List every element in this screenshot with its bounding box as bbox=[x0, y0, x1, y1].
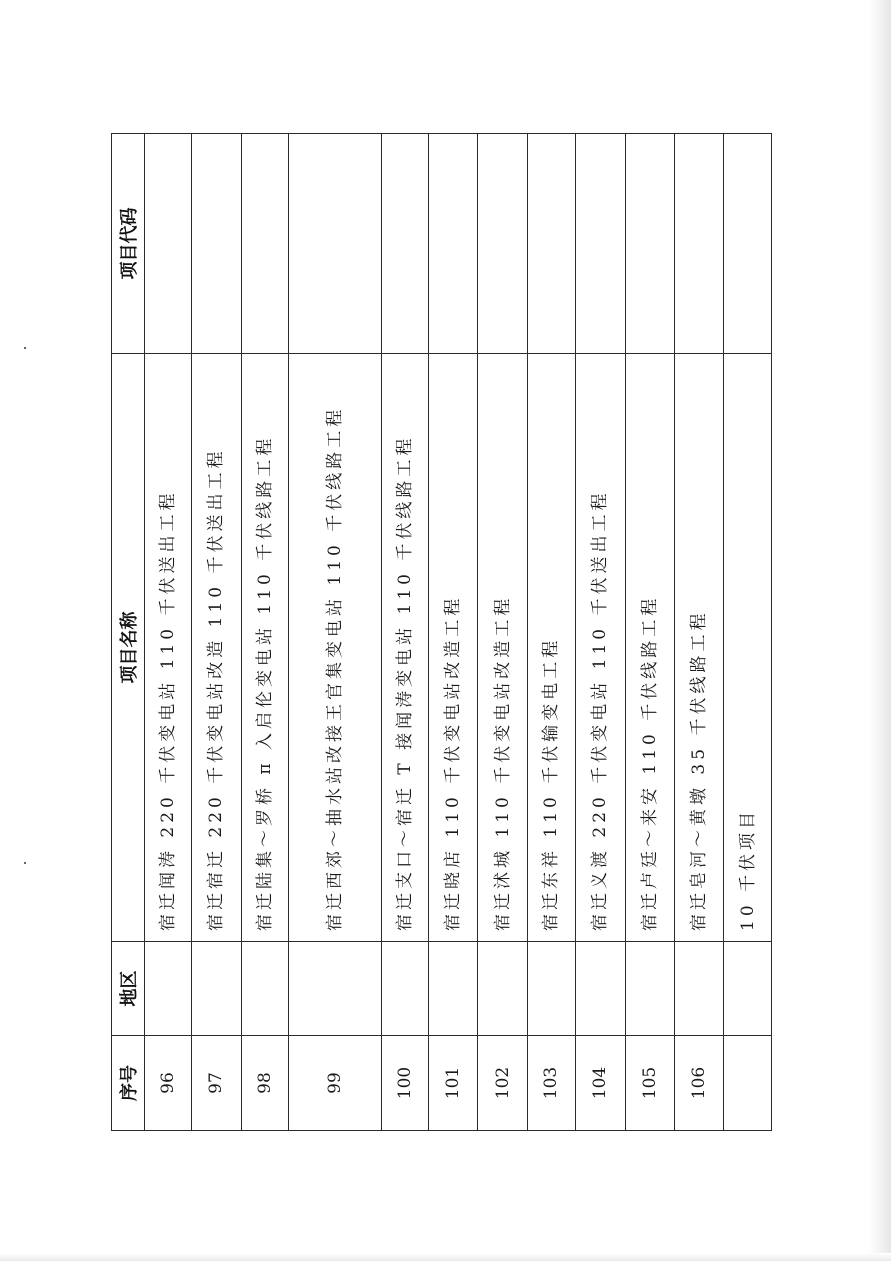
row-index: 99 bbox=[289, 1036, 381, 1131]
table-row bbox=[429, 134, 478, 1131]
row-area bbox=[429, 942, 478, 1036]
table-header-row bbox=[112, 134, 145, 1131]
row-project-name: 宿迁宿迁 220 千伏变电站改造 110 千伏送出工程 bbox=[191, 354, 241, 942]
row-area bbox=[478, 942, 528, 1036]
row-area bbox=[241, 942, 289, 1036]
row-project-name: 宿迁西郊～抽水站改接王官集变电站 110 千伏线路工程 bbox=[289, 354, 381, 942]
scan-speck bbox=[24, 347, 26, 349]
header-code: 项目代码 bbox=[112, 134, 145, 354]
table-row bbox=[145, 134, 192, 1131]
row-index: 104 bbox=[575, 1036, 625, 1131]
row-index: 97 bbox=[191, 1036, 241, 1131]
table-row bbox=[381, 134, 429, 1131]
scan-edge-shadow bbox=[869, 0, 891, 1261]
row-project-code bbox=[724, 134, 772, 354]
row-area bbox=[528, 942, 576, 1036]
table-row bbox=[724, 134, 772, 1131]
row-project-code bbox=[381, 134, 429, 354]
header-area: 地区 bbox=[112, 942, 145, 1036]
row-project-code bbox=[241, 134, 289, 354]
table-row bbox=[575, 134, 625, 1131]
header-name: 项目名称 bbox=[112, 354, 145, 942]
row-index: 106 bbox=[675, 1036, 724, 1131]
row-area bbox=[145, 942, 192, 1036]
row-project-code bbox=[289, 134, 381, 354]
row-project-name: 宿迁东祥 110 千伏输变电工程 bbox=[528, 354, 576, 942]
row-area bbox=[575, 942, 625, 1036]
row-project-code bbox=[478, 134, 528, 354]
row-project-code bbox=[625, 134, 675, 354]
row-area bbox=[191, 942, 241, 1036]
row-area bbox=[724, 942, 772, 1036]
table-row bbox=[289, 134, 381, 1131]
row-project-name: 宿迁卢廷～来安 110 千伏线路工程 bbox=[625, 354, 675, 942]
table-row bbox=[478, 134, 528, 1131]
rotated-table-container bbox=[111, 134, 772, 1131]
row-project-name: 10 千伏项目 bbox=[724, 354, 772, 942]
row-project-code bbox=[145, 134, 192, 354]
row-index: 103 bbox=[528, 1036, 576, 1131]
row-project-name: 宿迁皂河～黄墩 35 千伏线路工程 bbox=[675, 354, 724, 942]
row-project-code bbox=[675, 134, 724, 354]
row-project-name: 宿迁陆集～罗桥 π 入启伦变电站 110 千伏线路工程 bbox=[241, 354, 289, 942]
row-area bbox=[289, 942, 381, 1036]
row-area bbox=[381, 942, 429, 1036]
table-row bbox=[528, 134, 576, 1131]
row-project-name: 宿迁支口～宿迁 T 接闻涛变电站 110 千伏线路工程 bbox=[381, 354, 429, 942]
row-index: 96 bbox=[145, 1036, 192, 1131]
row-project-name: 宿迁晓店 110 千伏变电站改造工程 bbox=[429, 354, 478, 942]
row-project-code bbox=[575, 134, 625, 354]
row-index: 105 bbox=[625, 1036, 675, 1131]
row-index bbox=[724, 1036, 772, 1131]
row-project-name: 宿迁沭城 110 千伏变电站改造工程 bbox=[478, 354, 528, 942]
table-row bbox=[675, 134, 724, 1131]
table-row bbox=[625, 134, 675, 1131]
row-project-code bbox=[528, 134, 576, 354]
row-index: 100 bbox=[381, 1036, 429, 1131]
row-project-code bbox=[429, 134, 478, 354]
row-index: 102 bbox=[478, 1036, 528, 1131]
table-row bbox=[241, 134, 289, 1131]
row-area bbox=[675, 942, 724, 1036]
scan-speck bbox=[24, 862, 26, 864]
row-project-name: 宿迁闻涛 220 千伏变电站 110 千伏送出工程 bbox=[145, 354, 192, 942]
row-index: 101 bbox=[429, 1036, 478, 1131]
project-table bbox=[111, 133, 772, 1131]
table-row bbox=[191, 134, 241, 1131]
row-project-name: 宿迁义渡 220 千伏变电站 110 千伏送出工程 bbox=[575, 354, 625, 942]
row-index: 98 bbox=[241, 1036, 289, 1131]
scan-bottom-shadow bbox=[0, 1253, 891, 1261]
row-area bbox=[625, 942, 675, 1036]
row-project-code bbox=[191, 134, 241, 354]
header-index: 序号 bbox=[112, 1036, 145, 1131]
